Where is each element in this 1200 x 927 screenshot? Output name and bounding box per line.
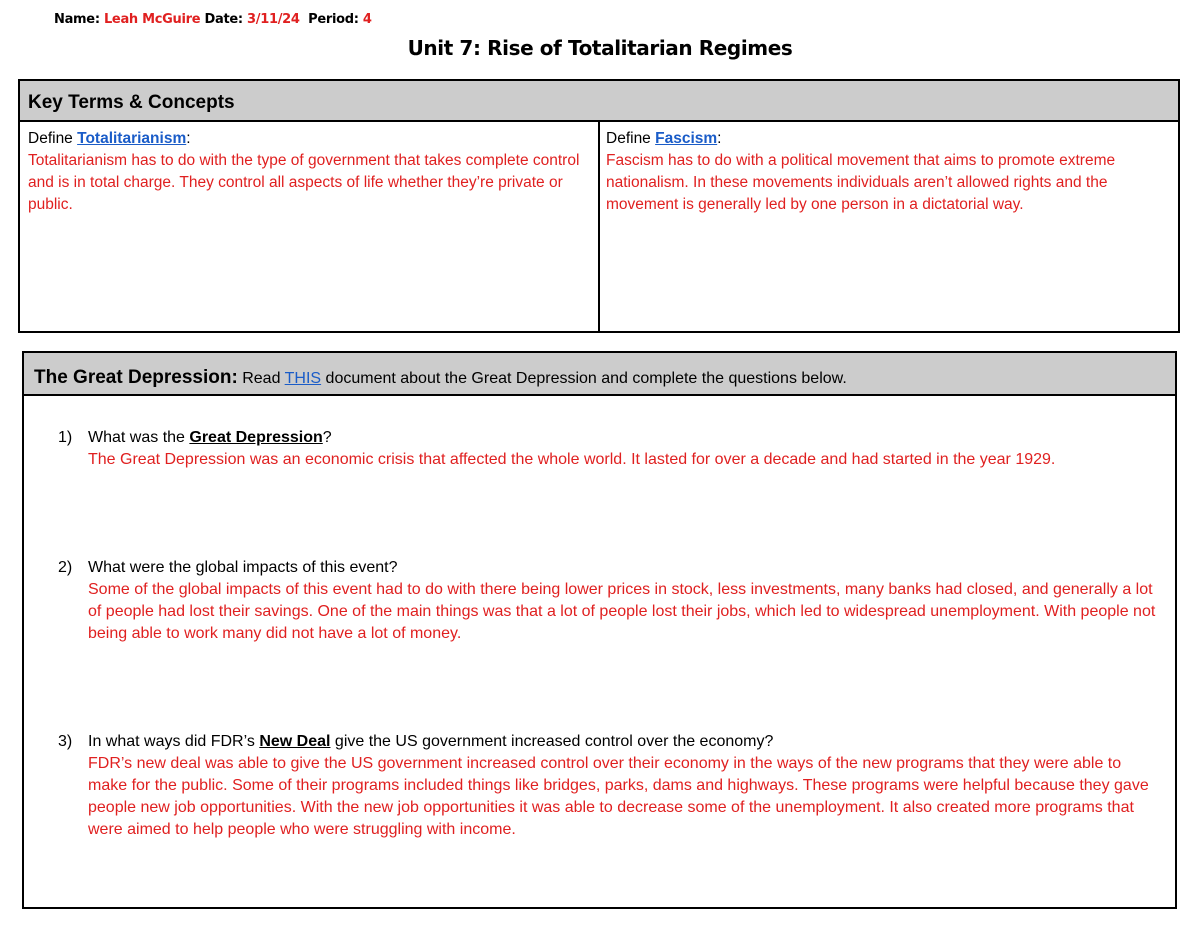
fascism-cell[interactable] <box>600 122 1178 331</box>
totalitarianism-answer: Totalitarianism has to do with the type of government that takes complete control and is in total charge. They control all aspects of life whether they’re private or public. <box>28 152 580 213</box>
name-label: Name: <box>54 12 100 27</box>
question-key-term: Great Depression <box>189 429 323 446</box>
question-text: What was the <box>88 429 190 446</box>
define-suffix: : <box>717 130 722 147</box>
fascism-term: Fascism <box>655 130 718 147</box>
question-text: In what ways did FDR’s <box>88 733 260 750</box>
great-depression-table <box>22 351 1177 909</box>
fascism-answer: Fascism has to do with a political movement that aims to promote extreme nationalism. In these movements individuals aren’t allowed rights and the movement is generally led by one person in a dictatorial way. <box>606 152 1116 213</box>
period-label: Period: <box>308 12 359 27</box>
question-3-answer: FDR’s new deal was able to give the US government increased control over their economy in the ways of the new programs that they were able to make for the public. Some of their programs included things like bridges, parks, dams and highways. These programs were helpful because they gave people new job opportunities. With the new job opportunities it was able to decrease some of the unemployment. It also created more programs that were aimed to help people who were struggling with income. <box>88 755 1149 838</box>
student-info-line <box>54 12 372 27</box>
define-prefix: Define <box>28 130 78 147</box>
question-text-end: ? <box>322 429 332 446</box>
this-document-link[interactable]: THIS <box>284 370 322 387</box>
question-1[interactable] <box>58 427 1158 471</box>
great-depression-heading <box>24 353 1175 396</box>
question-2[interactable] <box>58 557 1158 645</box>
question-number: 2) <box>58 559 73 576</box>
totalitarianism-cell[interactable] <box>20 122 600 331</box>
question-3[interactable] <box>58 731 1158 841</box>
key-terms-table <box>18 79 1180 333</box>
date-value: 3/11/24 <box>247 12 300 27</box>
totalitarianism-term: Totalitarianism <box>77 130 187 147</box>
heading-post-text: document about the Great Depression and complete the questions below. <box>321 370 847 387</box>
name-value: Leah McGuire <box>103 12 201 27</box>
define-prefix: Define <box>606 130 656 147</box>
question-text-end: give the US government increased control over the economy? <box>330 733 774 750</box>
key-terms-heading: Key Terms & Concepts <box>20 81 1178 122</box>
date-label: Date: <box>204 12 243 27</box>
question-number: 1) <box>58 429 73 446</box>
question-2-answer: Some of the global impacts of this event had to do with there being lower prices in stock, less investments, many banks had closed, and generally a lot of people had lost their savings. One of the main things was that a lot of people lost their jobs, which led to widespread unemployment. With people not being able to work many did not have a lot of money. <box>88 581 1156 642</box>
heading-pre-text: Read <box>237 370 285 387</box>
question-text: What were the global impacts of this event? <box>88 559 398 576</box>
great-depression-heading-title: The Great Depression: <box>34 367 238 388</box>
period-value: 4 <box>362 12 372 27</box>
page-title: Unit 7: Rise of Totalitarian Regimes <box>407 36 793 60</box>
question-1-answer: The Great Depression was an economic crisis that affected the whole world. It lasted for over a decade and had started in the year 1929. <box>88 451 1056 468</box>
question-key-term: New Deal <box>259 733 331 750</box>
question-number: 3) <box>58 733 73 750</box>
define-suffix: : <box>186 130 191 147</box>
